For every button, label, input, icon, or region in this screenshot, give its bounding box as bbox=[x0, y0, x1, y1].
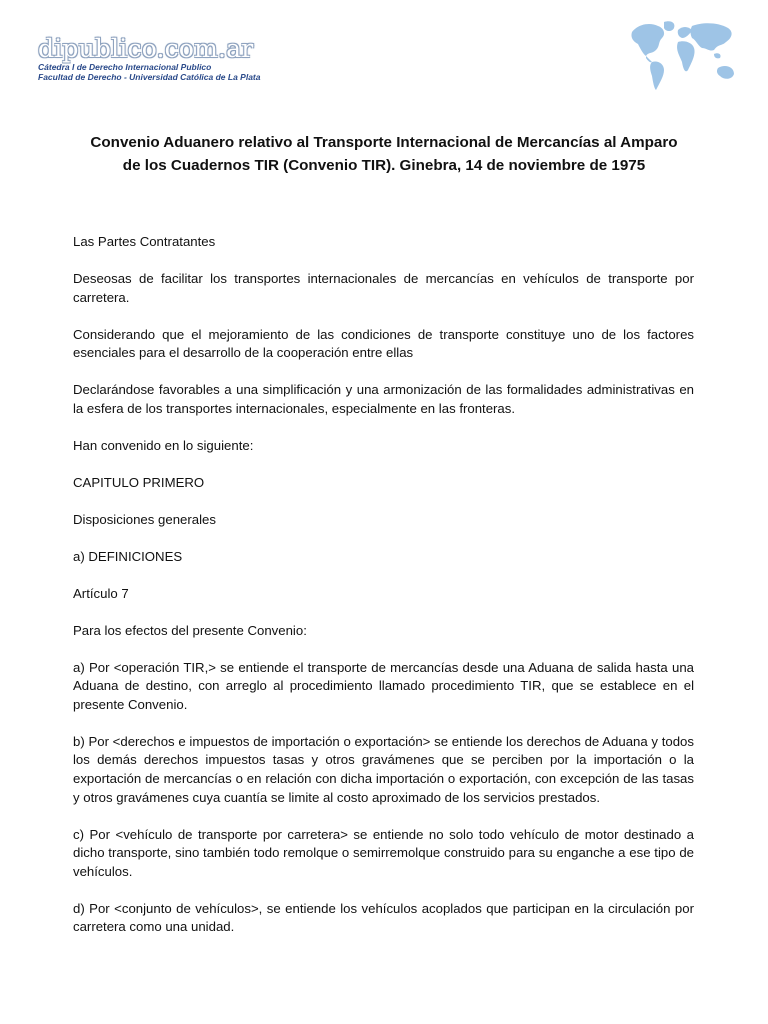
section-heading: Disposiciones generales bbox=[73, 511, 216, 527]
paragraph-preamble-considering: Considerando que el mejoramiento de las condiciones de transporte constituye uno de los factores esenciales para el desarrollo de la cooperación entre ellas bbox=[73, 326, 694, 361]
chapter-heading: CAPITULO PRIMERO bbox=[73, 474, 205, 490]
document-title-line-1: Convenio Aduanero relativo al Transporte Internacional de Mercancías al Amparo bbox=[90, 134, 678, 151]
subsection-heading: a) DEFINICIONES bbox=[73, 548, 183, 564]
paragraph-preamble-parties: Las Partes Contratantes bbox=[73, 234, 216, 249]
definition-d: d) Por <conjunto de vehículos>, se entiende los vehículos acoplados que participan en la circulación por carretera como una unidad. bbox=[73, 900, 694, 935]
paragraph-agreement: Han convenido en lo siguiente: bbox=[73, 437, 254, 453]
definition-b: b) Por <derechos e impuestos de importación o exportación> se entiende los derechos de Aduana y todos los demás derechos impuestos tasas y otros gravámenes que se perciben por la importación o la exportación de mercancías o en relación con dicha importación o exportación, con excepción de las tasas y otros gravámenes cuya cuantía se limite al costo aproximado de los servicios prestados. bbox=[73, 733, 694, 805]
document-title bbox=[60, 131, 708, 177]
document-title-line-2: de los Cuadernos TIR (Convenio TIR). Ginebra, 14 de noviembre de 1975 bbox=[122, 157, 646, 174]
article-heading: Artículo 7 bbox=[73, 585, 129, 601]
site-logo[interactable] bbox=[38, 36, 298, 82]
paragraph-purpose: Para los efectos del presente Convenio: bbox=[73, 622, 307, 638]
definition-a: a) Por <operación TIR,> se entiende el transporte de mercancías desde una Aduana de salida hasta una Aduana de destino, con arreglo al procedimiento llamado procedimiento TIR, que se establece en el presente Convenio. bbox=[73, 659, 694, 712]
paragraph-preamble-declaring: Declarándose favorables a una simplificación y una armonización de las formalidades administrativas en la esfera de los transportes internacionales, especialmente en las fronteras. bbox=[73, 382, 694, 416]
logo-subtitle-chair: Cátedra I de Derecho Internacional Publico bbox=[38, 62, 212, 72]
document-body bbox=[73, 233, 694, 955]
definition-c: c) Por <vehículo de transporte por carretera> se entiende no solo todo vehículo de motor destinado a dicho transporte, sino también todo remolque o semirremolque construido para su enganche a ese tipo de vehículos. bbox=[73, 826, 694, 879]
paragraph-preamble-desire: Deseosas de facilitar los transportes internacionales de mercancías en vehículos de transporte por carretera. bbox=[73, 270, 694, 305]
site-name: dipublico.com.ar bbox=[38, 34, 254, 63]
world-map-icon bbox=[628, 18, 740, 94]
logo-subtitle-faculty: Facultad de Derecho - Universidad Católica de La Plata bbox=[38, 72, 261, 82]
